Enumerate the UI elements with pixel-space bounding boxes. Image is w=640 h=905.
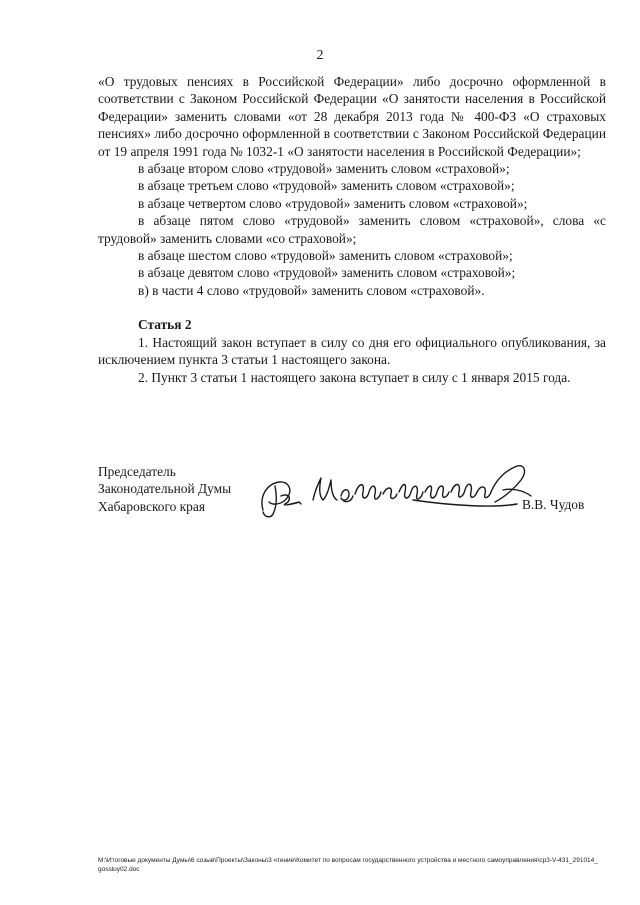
article-heading: Статья 2	[138, 317, 192, 333]
signatory-title-line: Хабаровского края	[98, 498, 205, 514]
amendment-item: в абзаце четвертом слово «трудовой» заменить словом «страховой»;	[138, 195, 528, 211]
amendment-item: в абзаце втором слово «трудовой» заменить словом «страховой»;	[138, 161, 510, 177]
article-point: 2. Пункт 3 статьи 1 настоящего закона вступает в силу с 1 января 2015 года.	[138, 369, 571, 385]
paragraph: «О трудовых пенсиях в Российской Федерации» либо досрочно оформленной в соответствии с Законом Российской Федерации «О занятости населения в Российской Федерации» заменить словами «от 28 декабря 2013 года № 400-ФЗ «О страховых пенсиях» либо досрочно оформленной в соответствии с Законом Российской Федерации от 19 апреля 1991 года № 1032-1 «О занятости населения в Российской Федерации»;	[98, 74, 606, 159]
file-path-footer: M:\Итоговые документы Думы\6 созыв\Проекты\Законы\3 чтение\Комитет по вопросам государственного устройства и местного самоуправления\сp3-V-431_291014_gossluy02.doc	[98, 857, 598, 873]
signatory-title-line: Законодательной Думы	[98, 481, 232, 497]
amendment-item: в абзаце третьем слово «трудовой» заменить словом «страховой»;	[138, 178, 515, 194]
amendment-item: в) в части 4 слово «трудовой» заменить словом «страховой».	[138, 282, 485, 298]
amendment-item: в абзаце шестом слово «трудовой» заменить словом «страховой»;	[138, 248, 513, 264]
amendment-item: в абзаце девятом слово «трудовой» заменить словом «страховой»;	[138, 265, 516, 281]
handwritten-signature	[255, 452, 555, 532]
article-point: 1. Настоящий закон вступает в силу со дня его официального опубликования, за исключением пункта 3 статьи 1 настоящего закона.	[98, 334, 606, 368]
document-body	[98, 73, 606, 386]
signer-name: В.В. Чудов	[522, 497, 585, 512]
page-number: 2	[316, 48, 324, 63]
signatory-title-line: Председатель	[98, 464, 176, 479]
signatory-title	[98, 463, 231, 515]
amendment-item: в абзаце пятом слово «трудовой» заменить словом «страховой», слова «с трудовой» заменить словами «со страховой»;	[98, 213, 606, 246]
